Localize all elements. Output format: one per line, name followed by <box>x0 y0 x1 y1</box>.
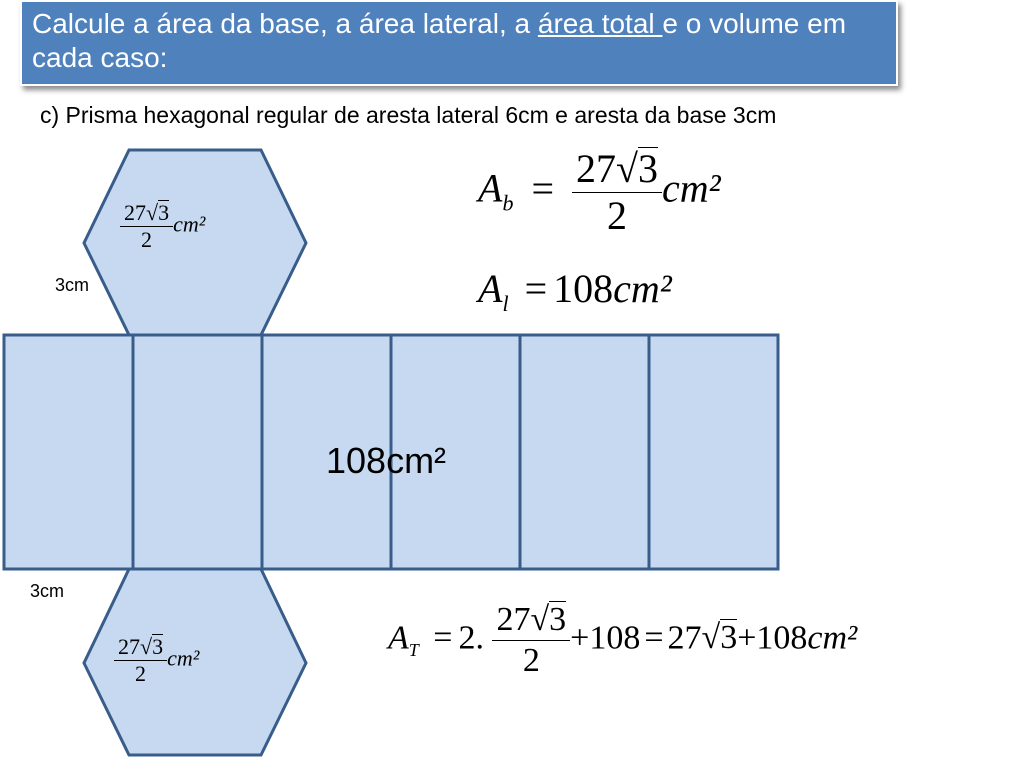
bottom-hex-denominator: 2 <box>114 660 167 687</box>
base-area-denominator: 2 <box>572 192 662 239</box>
base-area-radicand: 3 <box>637 146 658 191</box>
lateral-face-2 <box>133 335 262 569</box>
total-area-symbol: A <box>388 619 409 657</box>
total-area-coef: 27 <box>496 601 531 638</box>
lateral-area-equals: = <box>524 266 548 311</box>
bottom-hex-radicand: 3 <box>152 634 164 659</box>
bottom-hex-unit: cm² <box>167 645 200 671</box>
base-area-fraction: $\frac{27√3}{2}$ <box>572 146 662 239</box>
total-area-radicand-2: 3 <box>720 619 738 657</box>
base-area-equals: = <box>531 165 554 211</box>
total-area-equals-2: = <box>644 619 664 657</box>
lateral-face-6 <box>649 335 778 569</box>
total-area-radicand: 3 <box>549 601 567 638</box>
total-area-unit: cm² <box>807 619 858 657</box>
title-text-underlined: área total <box>537 8 663 39</box>
top-hexagon-area <box>120 200 205 253</box>
title-text-2: e o volume em cada caso: <box>32 8 847 73</box>
top-hex-fraction: $\frac{27√3}{2}$ <box>120 200 173 253</box>
base-area-symbol: A <box>478 165 503 211</box>
lateral-area-label: 108cm² <box>326 440 447 481</box>
total-area-fraction: $\frac{27√3}{2}$ <box>492 600 570 681</box>
total-area-subscript: T <box>408 640 419 661</box>
total-area-equals: = <box>433 619 453 657</box>
bottom-edge-label: 3cm <box>30 581 65 601</box>
top-hex-coef: 27 <box>124 200 146 225</box>
top-hex-unit: cm² <box>173 211 206 237</box>
base-area-coef: 27 <box>576 146 616 191</box>
problem-statement: c) Prisma hexagonal regular de aresta lateral 6cm e aresta da base 3cm <box>40 102 777 128</box>
lateral-area-unit: cm² <box>613 266 672 311</box>
base-area-unit: cm² <box>661 165 721 211</box>
base-area-subscript: b <box>502 190 514 216</box>
lateral-area-formula <box>478 266 672 327</box>
lateral-face-5 <box>520 335 649 569</box>
total-area-denominator: 2 <box>492 640 570 681</box>
base-area-formula <box>478 146 721 239</box>
bottom-hex-coef: 27 <box>118 634 140 659</box>
top-hex-denominator: 2 <box>120 226 173 253</box>
total-area-plus-lateral: +108 <box>570 619 641 657</box>
lateral-area-subscript: l <box>502 291 509 316</box>
total-area-factor: 2. <box>458 619 484 657</box>
lateral-face-1 <box>4 335 133 569</box>
lateral-area-symbol: A <box>478 266 503 311</box>
bottom-hexagon-area <box>114 634 199 687</box>
title-text-1: Calcule a área da base, a área lateral, a <box>32 8 538 39</box>
total-area-formula: $A_T = 2$. $\frac{27√3}{2}$ +108 = 27√3+108cm² <box>388 601 858 679</box>
lateral-area-value: 108 <box>553 266 614 311</box>
top-hex-radicand: 3 <box>158 200 170 225</box>
total-area-plus-lateral-2: +108 <box>737 619 808 657</box>
top-edge-label: 3cm <box>55 275 90 295</box>
total-area-coef-2: 27 <box>667 619 702 657</box>
bottom-hex-fraction: $\frac{27√3}{2}$ <box>114 634 167 687</box>
